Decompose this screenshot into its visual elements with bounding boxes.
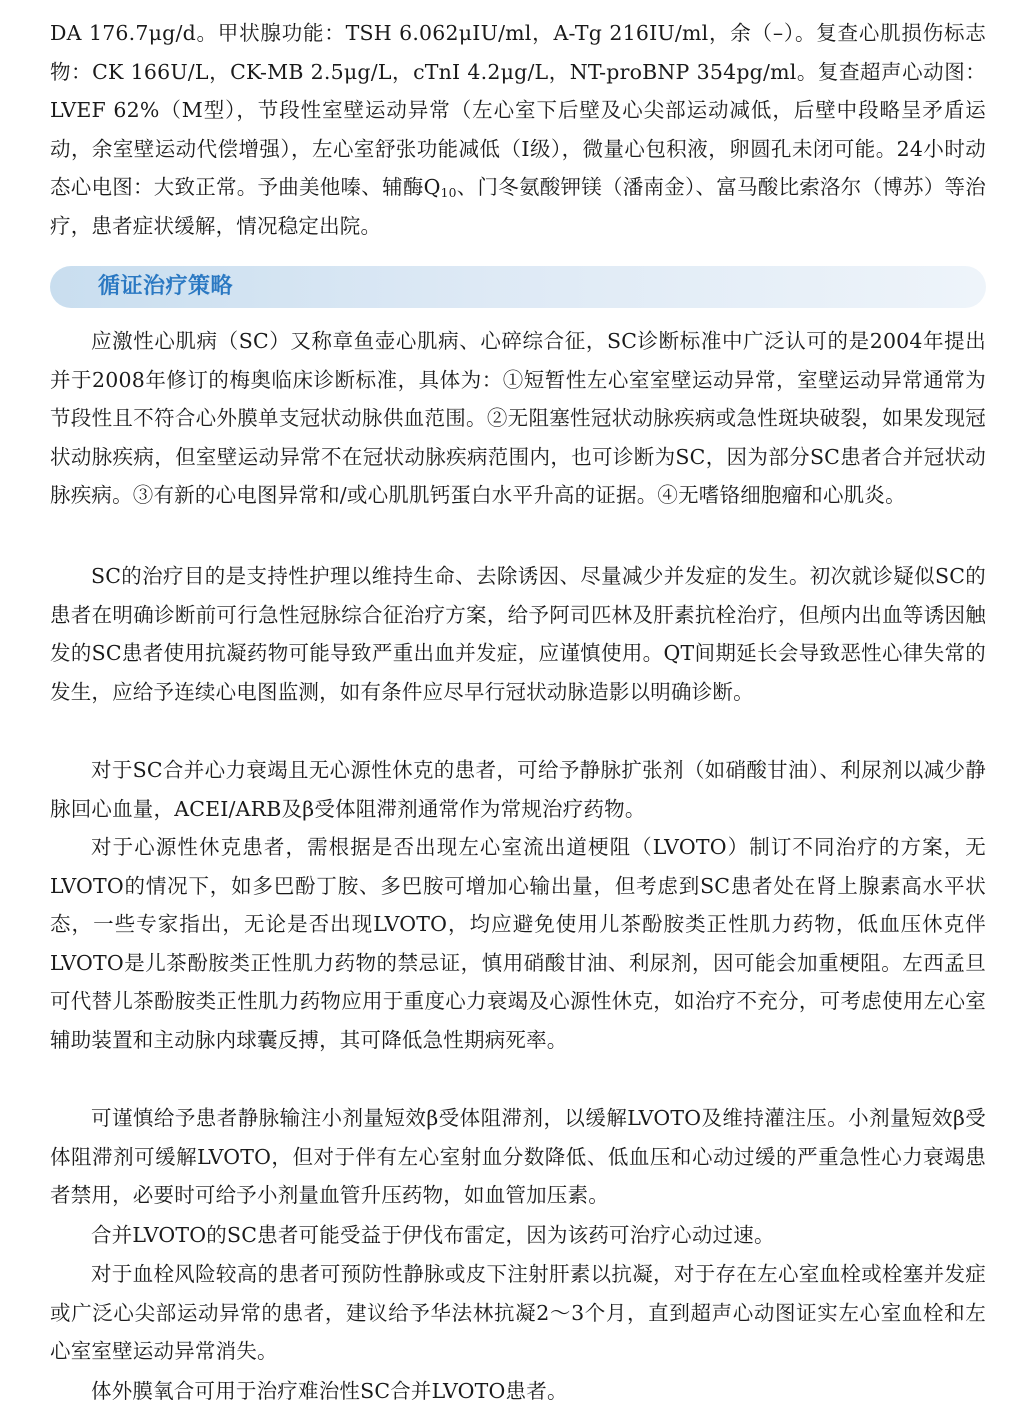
coenzyme-subscript: 10 (440, 186, 457, 201)
body-paragraph-cardiogenic-shock: 对于心源性休克患者，需根据是否出现左心室流出道梗阻（LVOTO）制订不同治疗的方案，无LVOTO的情况下，如多巴酚丁胺、多巴胺可增加心输出量，但考虑到SC患者处在肾上腺素高水平状态，一些专家指出，无论是否出现LVOTO，均应避免使用儿茶酚胺类正性肌力药物，低血压休克伴LVOTO是儿茶酚胺类正性肌力药物的禁忌证，慎用硝酸甘油、利尿剂，因可能会加重梗阻。左西孟旦可代替儿茶酚胺类正性肌力药物应用于重度心力衰竭及心源性休克，如治疗不充分，可考虑使用左心室辅助装置和主动脉内球囊反搏，其可降低急性期病死率。 (50, 835, 986, 1052)
body-paragraph-treatment-goals: SC的治疗目的是支持性护理以维持生命、去除诱因、尽量减少并发症的发生。初次就诊疑似SC的患者在明确诊断前可行急性冠脉综合征治疗方案，给予阿司匹林及肝素抗栓治疗，但颅内出血等诱因触发的SC患者使用抗凝药物可能导致严重出血并发症，应谨慎使用。QT间期延长会导致恶性心律失常的发生，应给予连续心电图监测，如有条件应尽早行冠状动脉造影以明确诊断。 (50, 564, 986, 704)
case-summary-text-b: 、门冬氨酸钾镁（潘南金）、富马酸比索洛尔（博苏）等治疗，患者症状缓解，情况稳定出院。 (50, 175, 986, 238)
case-summary-paragraph (50, 14, 986, 246)
section-header-bar (50, 266, 986, 308)
body-paragraph-ivabradine: 合并LVOTO的SC患者可能受益于伊伐布雷定，因为该药可治疗心动过速。 (91, 1223, 775, 1247)
section-title: 循证治疗策略 (98, 274, 234, 299)
case-summary-text-a: DA 176.7μg/d。甲状腺功能：TSH 6.062μIU/ml，A-Tg 216IU/ml，余（–）。复查心肌损伤标志物：CK 166U/L，CK-MB 2.5μg/L，cTnI 4.2μg/L，NT-proBNP 354pg/ml。复查超声心动图：LVEF 62%（M型），节段性室壁运动异常（左心室下后壁及心尖部运动减低，后壁中段略呈矛盾运动，余室壁运动代偿增强），左心室舒张功能减低（Ⅰ级），微量心包积液，卵圆孔未闭可能。24小时动态心电图：大致正常。予曲美他嗪、辅酶Q (50, 21, 986, 200)
body-paragraph-ecmo: 体外膜氧合可用于治疗难治性SC合并LVOTO患者。 (91, 1379, 568, 1403)
body-paragraph-anticoagulation: 对于血栓风险较高的患者可预防性静脉或皮下注射肝素以抗凝，对于存在左心室血栓或栓塞并发症或广泛心尖部运动异常的患者，建议给予华法林抗凝2～3个月，直到超声心动图证实左心室血栓和左心室室壁运动异常消失。 (50, 1262, 986, 1364)
body-paragraph-beta-blocker: 可谨慎给予患者静脉输注小剂量短效β受体阻滞剂，以缓解LVOTO及维持灌注压。小剂量短效β受体阻滞剂可缓解LVOTO，但对于伴有左心室射血分数降低、低血压和心动过缓的严重急性心力衰竭患者禁用，必要时可给予小剂量血管升压药物，如血管加压素。 (50, 1106, 986, 1208)
body-paragraph-diagnosis: 应激性心肌病（SC）又称章鱼壶心肌病、心碎综合征，SC诊断标准中广泛认可的是2004年提出并于2008年修订的梅奥临床诊断标准，具体为：①短暂性左心室室壁运动异常，室壁运动异常通常为节段性且不符合心外膜单支冠状动脉供血范围。②无阻塞性冠状动脉疾病或急性斑块破裂，如果发现冠状动脉疾病，但室壁运动异常不在冠状动脉疾病范围内，也可诊断为SC，因为部分SC患者合并冠状动脉疾病。③有新的心电图异常和/或心肌肌钙蛋白水平升高的证据。④无嗜铬细胞瘤和心肌炎。 (50, 329, 986, 508)
body-paragraph-heart-failure: 对于SC合并心力衰竭且无心源性休克的患者，可给予静脉扩张剂（如硝酸甘油）、利尿剂以减少静脉回心血量，ACEI/ARB及β受体阻滞剂通常作为常规治疗药物。 (50, 758, 986, 821)
